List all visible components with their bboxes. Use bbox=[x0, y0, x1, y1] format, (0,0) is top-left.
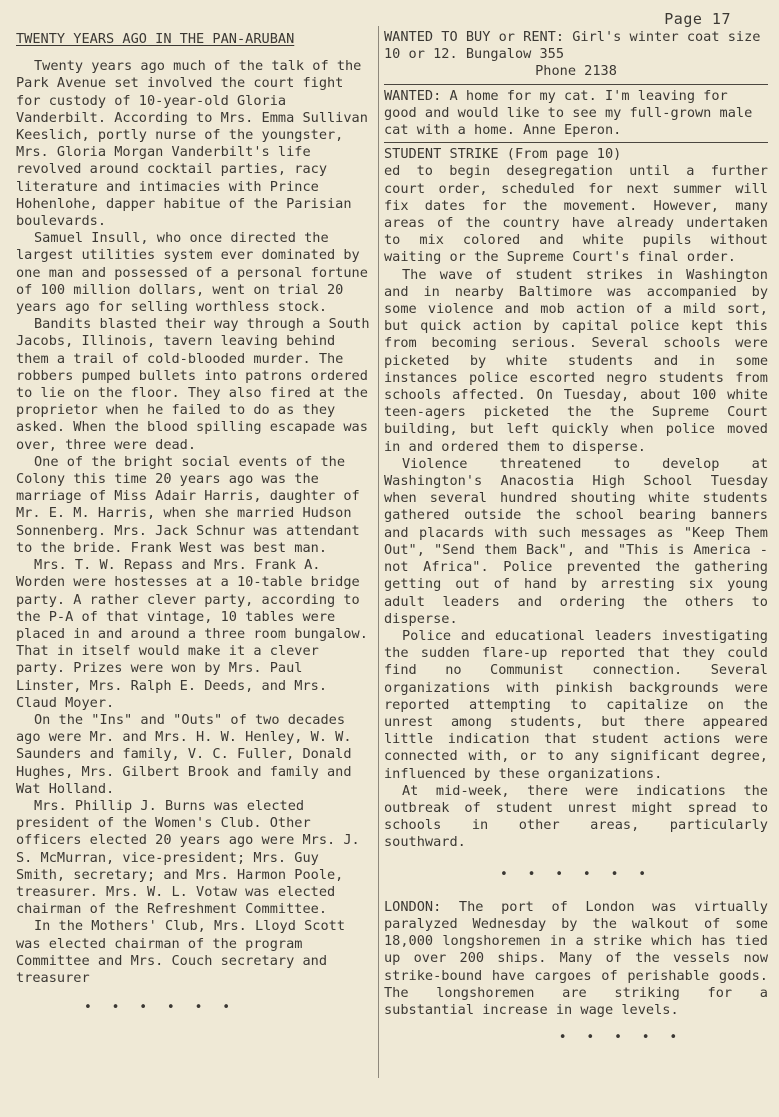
london-strike-paragraph: LONDON: The port of London was virtually paralyzed Wednesday by the walkout of some 18,000 longshoremen in a strike which has tied up over 200 ships. Many of the vessels now strike-bound have cargoes of perishable goods. The longshoremen are striking for a substantial increase in wage levels. bbox=[384, 898, 768, 1018]
twenty-years-ago-heading: TWENTY YEARS AGO IN THE PAN-ARUBAN bbox=[16, 31, 295, 47]
article-paragraph: Police and educational leaders investigating the sudden flare-up reported that they could find no Communist connection. Several organizations with pinkish backgrounds were reported attempting to capitalize on the unrest among students, but there appeared little indication that student actions were connected with, or to any significant degree, influenced by these organizations. bbox=[384, 627, 768, 782]
article-paragraph: The wave of student strikes in Washington and in nearby Baltimore was accompanied by some violence and mob action of a mild sort, but quick action by capital police kept this from becoming serious. Several schools were picketed by white students and in some instances police escorted negro students from schools affected. On Tuesday, about 100 white teen-agers picketed the the Supreme Court building, but left quickly when police moved in and ordered them to disperse. bbox=[384, 266, 768, 455]
student-strike-heading: STUDENT STRIKE (From page 10) bbox=[384, 146, 622, 163]
ad-text: WANTED: A home for my cat. I'm leaving for good and would like to see my full-grown male cat with a home. Anne Eperon. bbox=[384, 87, 753, 139]
page-number: Page 17 bbox=[664, 10, 731, 28]
article-paragraph: One of the bright social events of the Colony this time 20 years ago was the marriage of Miss Adair Harris, daughter of Mr. E. M. Harris, when she married Hudson Sonnenberg. Mrs. Jack Schnur was attendant to the bride. Frank West was best man. bbox=[16, 453, 360, 556]
article-paragraph: ed to begin desegregation until a further court order, scheduled for next summer will fix dates for the movement. However, many areas of the country have already undertaken to mix colored and white pupils without waiting or the Supreme Court's final order. bbox=[384, 163, 768, 266]
article-paragraph: Twenty years ago much of the talk of the Park Avenue set involved the court fight for custody of 10-year-old Gloria Vanderbilt. According to Mrs. Emma Sullivan Keeslich, portly nurse of the youngster, Mrs. Gloria Morgan Vanderbilt's life revolved around cocktail parties, racy literature and intimacies with Prince Hohenlohe, dapper habitue of the Parisian boulevards. bbox=[16, 58, 368, 230]
article-paragraph: Bandits blasted their way through a South Jacobs, Illinois, tavern leaving behind them a trail of cold-blooded murder. The robbers pumped bullets into patrons ordered to lie on the floor. They also fired at the proprietor when he failed to do as they asked. When the blood spilling escapade was over, three were dead. bbox=[16, 316, 370, 453]
ad-text: WANTED TO BUY or RENT: Girl's winter coat size 10 or 12. Bungalow 355 bbox=[384, 29, 761, 63]
column-heading bbox=[16, 31, 374, 48]
column-divider bbox=[378, 26, 379, 1078]
section-separator-dots: • • • • • • bbox=[499, 866, 653, 882]
article-paragraph: Samuel Insull, who once directed the largest utilities system ever dominated by one man and possessed of a personal fortune of 100 million dollars, went on trial 20 years ago for selling worthless stock. bbox=[16, 230, 368, 316]
article-paragraph: Mrs. Phillip J. Burns was elected president of the Women's Club. Other officers elected 20 years ago were Mrs. J. S. McMurran, vice-president; Mrs. Guy Smith, secretary; and Mrs. Harmon Poole, treasurer. Mrs. W. L. Votaw was elected chairman of the Refreshment Committee. bbox=[16, 797, 360, 918]
classified-ad-wanted-to-buy bbox=[384, 29, 768, 85]
article-paragraph: In the Mothers' Club, Mrs. Lloyd Scott was elected chairman of the program Committee and Mrs. Couch secretary and treasurer bbox=[16, 918, 345, 986]
right-column bbox=[384, 29, 768, 1062]
article-paragraph: At mid-week, there were indications the outbreak of student unrest might spread to schools in other areas, particularly southward. bbox=[384, 782, 768, 851]
section-separator-dots: • • • • • • bbox=[83, 1000, 237, 1016]
article-paragraph: Mrs. T. W. Repass and Mrs. Frank A. Worden were hostesses at a 10-table bridge party. A rather clever party, according to the P-A of that vintage, 10 tables were placed in and around a three room bungalow. That in itself would make it a clever party. Prizes were won by Mrs. Paul Linster, Mrs. Ralph E. Deeds, and Mrs. Claud Moyer. bbox=[16, 557, 368, 711]
article-paragraph: Violence threatened to develop at Washington's Anacostia High School Tuesday when several hundred shouting white students gathered outside the school bearing banners and placards with such messages as "Keep Them Out", "Send them Back", and "This is America - not Africa". Police prevented the gathering getting out of hand by arresting six young adult leaders and ordering the others to disperse. bbox=[384, 455, 768, 627]
section-separator-dots: • • • • • bbox=[558, 1030, 684, 1046]
left-column bbox=[16, 31, 374, 1032]
ad-phone: Phone 2138 bbox=[535, 63, 617, 80]
classified-ad-wanted-home bbox=[384, 88, 768, 144]
article-paragraph: On the "Ins" and "Outs" of two decades ago were Mr. and Mrs. H. W. Henley, W. W. Saunders and family, V. C. Fuller, Donald Hughes, Mrs. Gilbert Brook and family and Wat Holland. bbox=[16, 711, 352, 797]
